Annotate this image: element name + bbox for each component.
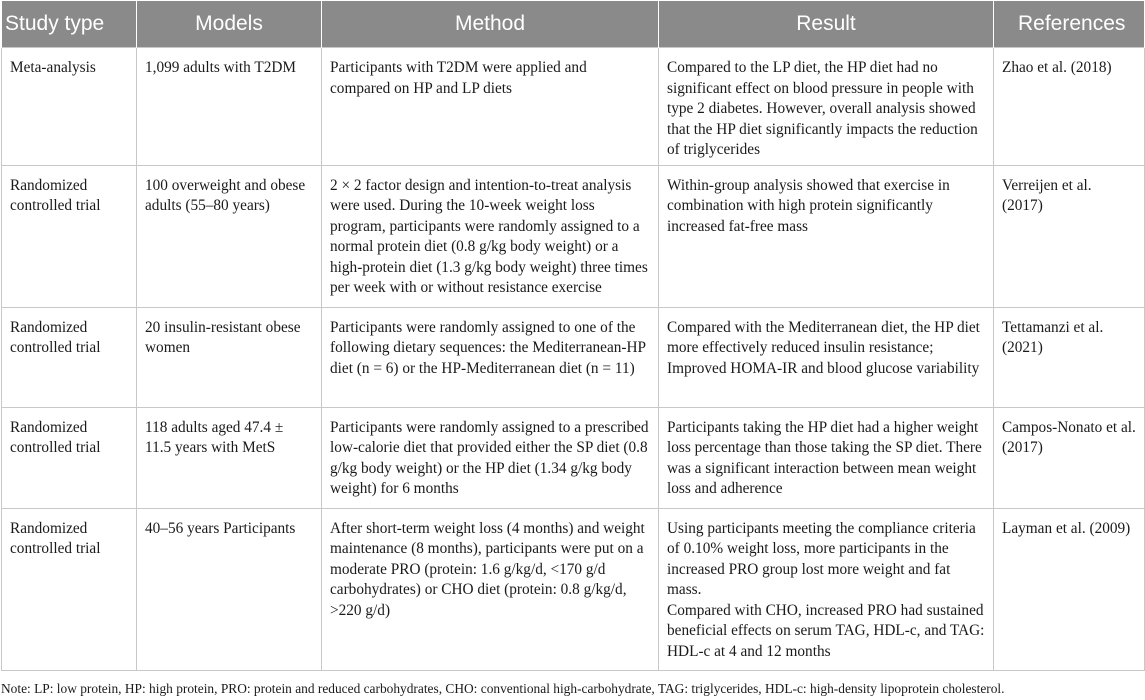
cell-method: Participants with T2DM were applied and compared on HP and LP diets: [322, 48, 659, 166]
cell-study-type: Randomized controlled trial: [2, 307, 137, 407]
cell-result: Compared to the LP diet, the HP diet had no significant effect on blood pressure in people with type 2 diabetes. However, overall analysis showed that the HP diet significantly impacts the reduction of triglycerides: [659, 48, 994, 166]
cell-study-type: Meta-analysis: [2, 48, 137, 166]
header-references: References: [994, 1, 1145, 48]
studies-table: [1, 1, 1145, 671]
cell-reference: Zhao et al. (2018): [994, 48, 1145, 166]
table-row: [2, 407, 1145, 508]
cell-models: 100 overweight and obese adults (55–80 years): [137, 165, 322, 307]
cell-models: 1,099 adults with T2DM: [137, 48, 322, 166]
cell-method: Participants were randomly assigned to a prescribed low-calorie diet that provided either the SP diet (0.8 g/kg body weight) or the HP diet (1.34 g/kg body weight) for 6 months: [322, 407, 659, 508]
cell-study-type: Randomized controlled trial: [2, 407, 137, 508]
cell-method: After short-term weight loss (4 months) and weight maintenance (8 months), participants were put on a moderate PRO (protein: 1.6 g/kg/d, <170 g/d carbohydrates) or CHO diet (protein: 0.8 g/kg/d, >220 g/d): [322, 508, 659, 670]
table-row: [2, 307, 1145, 407]
cell-result: [659, 508, 994, 670]
cell-reference: Campos-Nonato et al. (2017): [994, 407, 1145, 508]
cell-result: Within-group analysis showed that exercise in combination with high protein significantly increased fat-free mass: [659, 165, 994, 307]
cell-models: 20 insulin-resistant obese women: [137, 307, 322, 407]
table-footnote: Note: LP: low protein, HP: high protein, PRO: protein and reduced carbohydrates, CHO: conventional high-carbohydrate, TAG: triglycerides, HDL-c: high-density lipoprotein cholesterol.: [1, 681, 1005, 696]
cell-result: Compared with the Mediterranean diet, the HP diet more effectively reduced insulin resistance; Improved HOMA-IR and blood glucose variability: [659, 307, 994, 407]
cell-reference: Verreijen et al. (2017): [994, 165, 1145, 307]
header-models: Models: [137, 1, 322, 48]
result-paragraph: Compared with CHO, increased PRO had sustained beneficial effects on serum TAG, HDL-c, and TAG: HDL-c at 4 and 12 months: [667, 601, 985, 660]
header-study-type: Study type: [2, 1, 137, 48]
cell-result: Participants taking the HP diet had a higher weight loss percentage than those taking the SP diet. There was a significant interaction between mean weight loss and adherence: [659, 407, 994, 508]
table-row: [2, 165, 1145, 307]
header-row: [2, 1, 1145, 48]
cell-study-type: Randomized controlled trial: [2, 165, 137, 307]
cell-reference: Layman et al. (2009): [994, 508, 1145, 670]
cell-reference: Tettamanzi et al. (2021): [994, 307, 1145, 407]
result-paragraph: Using participants meeting the compliance criteria of 0.10% weight loss, more participants in the increased PRO group lost more weight and fat mass.: [667, 519, 976, 598]
header-result: Result: [659, 1, 994, 48]
cell-method: Participants were randomly assigned to one of the following dietary sequences: the Mediterranean-HP diet (n = 6) or the HP-Mediterranean diet (n = 11): [322, 307, 659, 407]
cell-models: 118 adults aged 47.4 ± 11.5 years with MetS: [137, 407, 322, 508]
cell-method: 2 × 2 factor design and intention-to-treat analysis were used. During the 10-week weight loss program, participants were randomly assigned to a normal protein diet (0.8 g/kg body weight) or a high-protein diet (1.3 g/kg body weight) three times per week with or without resistance exercise: [322, 165, 659, 307]
cell-study-type: Randomized controlled trial: [2, 508, 137, 670]
table-row: [2, 48, 1145, 166]
table-row: [2, 508, 1145, 670]
cell-models: 40–56 years Participants: [137, 508, 322, 670]
header-method: Method: [322, 1, 659, 48]
